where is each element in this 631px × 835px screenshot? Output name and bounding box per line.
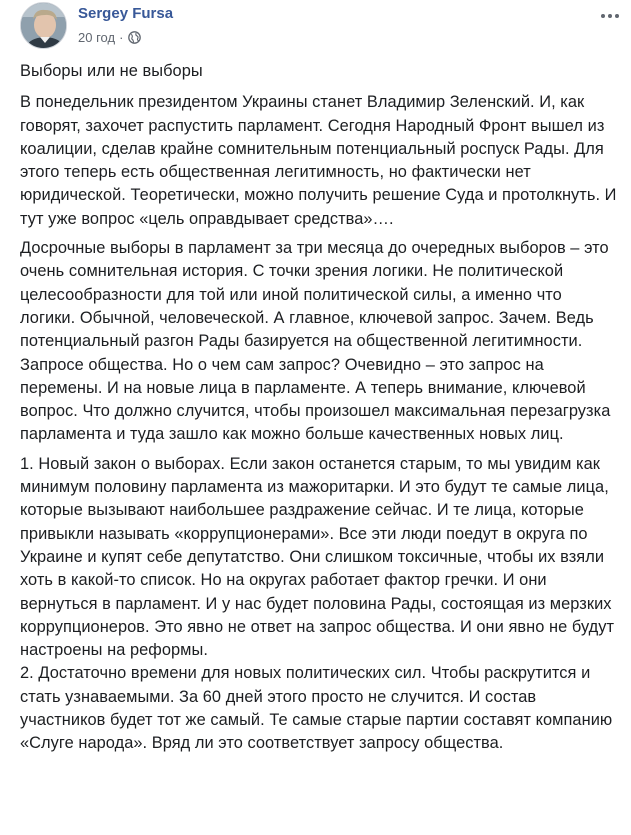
post-content [20,58,620,756]
avatar-photo-icon [21,3,67,49]
post-header [20,2,620,58]
author-name[interactable]: Sergey Fursa [78,5,174,22]
meta-separator: · [119,30,124,45]
author-avatar[interactable] [20,2,67,49]
post-title: Выборы или не выборы [20,62,203,80]
post-paragraph: 1. Новый закон о выборах. Если закон останется старым, то мы увидим как минимум половину парламента из мажоритарки. И это будут те самые лица, которые вызывают наибольшее раздражение сейчас. И те лица, которые привыкли называть «коррупционерами». Все эти люди поедут в округа по Украине и купят себе депутатство. Они слишком токсичные, чтобы их взяли хоть в какой-то список. Но на округах работает фактор гречки. И они вернуться в парламент. И у нас будет половина Рады, состоящая из мерзких коррупционеров. Это явно не ответ на запрос общества. И они явно не будут настроены на реформы. [20,454,615,660]
post-paragraph: 2. Достаточно времени для новых политических сил. Чтобы раскрутится и стать узнаваемыми. За 60 дней этого просто не случится. И состав участников будет тот же самый. Те самые старые партии составят компанию «Слуге народа». Вряд ли это соответствует запросу общества. [20,664,613,753]
post-meta [78,30,141,45]
post-time[interactable]: 20 год [78,30,116,45]
post-paragraph: В понедельник президентом Украины станет Владимир Зеленский. И, как говорят, захочет распустить парламент. Сегодня Народный Фронт вышел из коалиции, сделав крайне сомнительным потенциальный роспуск Рады. Для этого теперь есть общественная легитимность, но фактически нет юридической. Теоретически, можно получить решение Суда и протолкнуть. И тут уже вопрос «цель оправдывает средства»…. [20,93,617,228]
ellipsis-icon[interactable] [598,8,622,24]
post-paragraph: Досрочные выборы в парламент за три месяца до очередных выборов – это очень сомнительная история. С точки зрения логики. Не политической целесообразности для той или иной политической силы, а именно что логики. Обычной, человеческой. А главное, ключевой запрос. Зачем. Ведь потенциальный разгон Рады базируется на общественной легитимности. Запросе общества. Но о чем сам запрос? Очевидно – это запрос на перемены. И на новые лица в парламенте. А теперь внимание, ключевой вопрос. Что должно случится, чтобы произошел максимальная перезагрузка парламента и туда зашло как можно больше качественных новых лиц. [20,239,611,444]
globe-icon[interactable] [128,31,141,44]
